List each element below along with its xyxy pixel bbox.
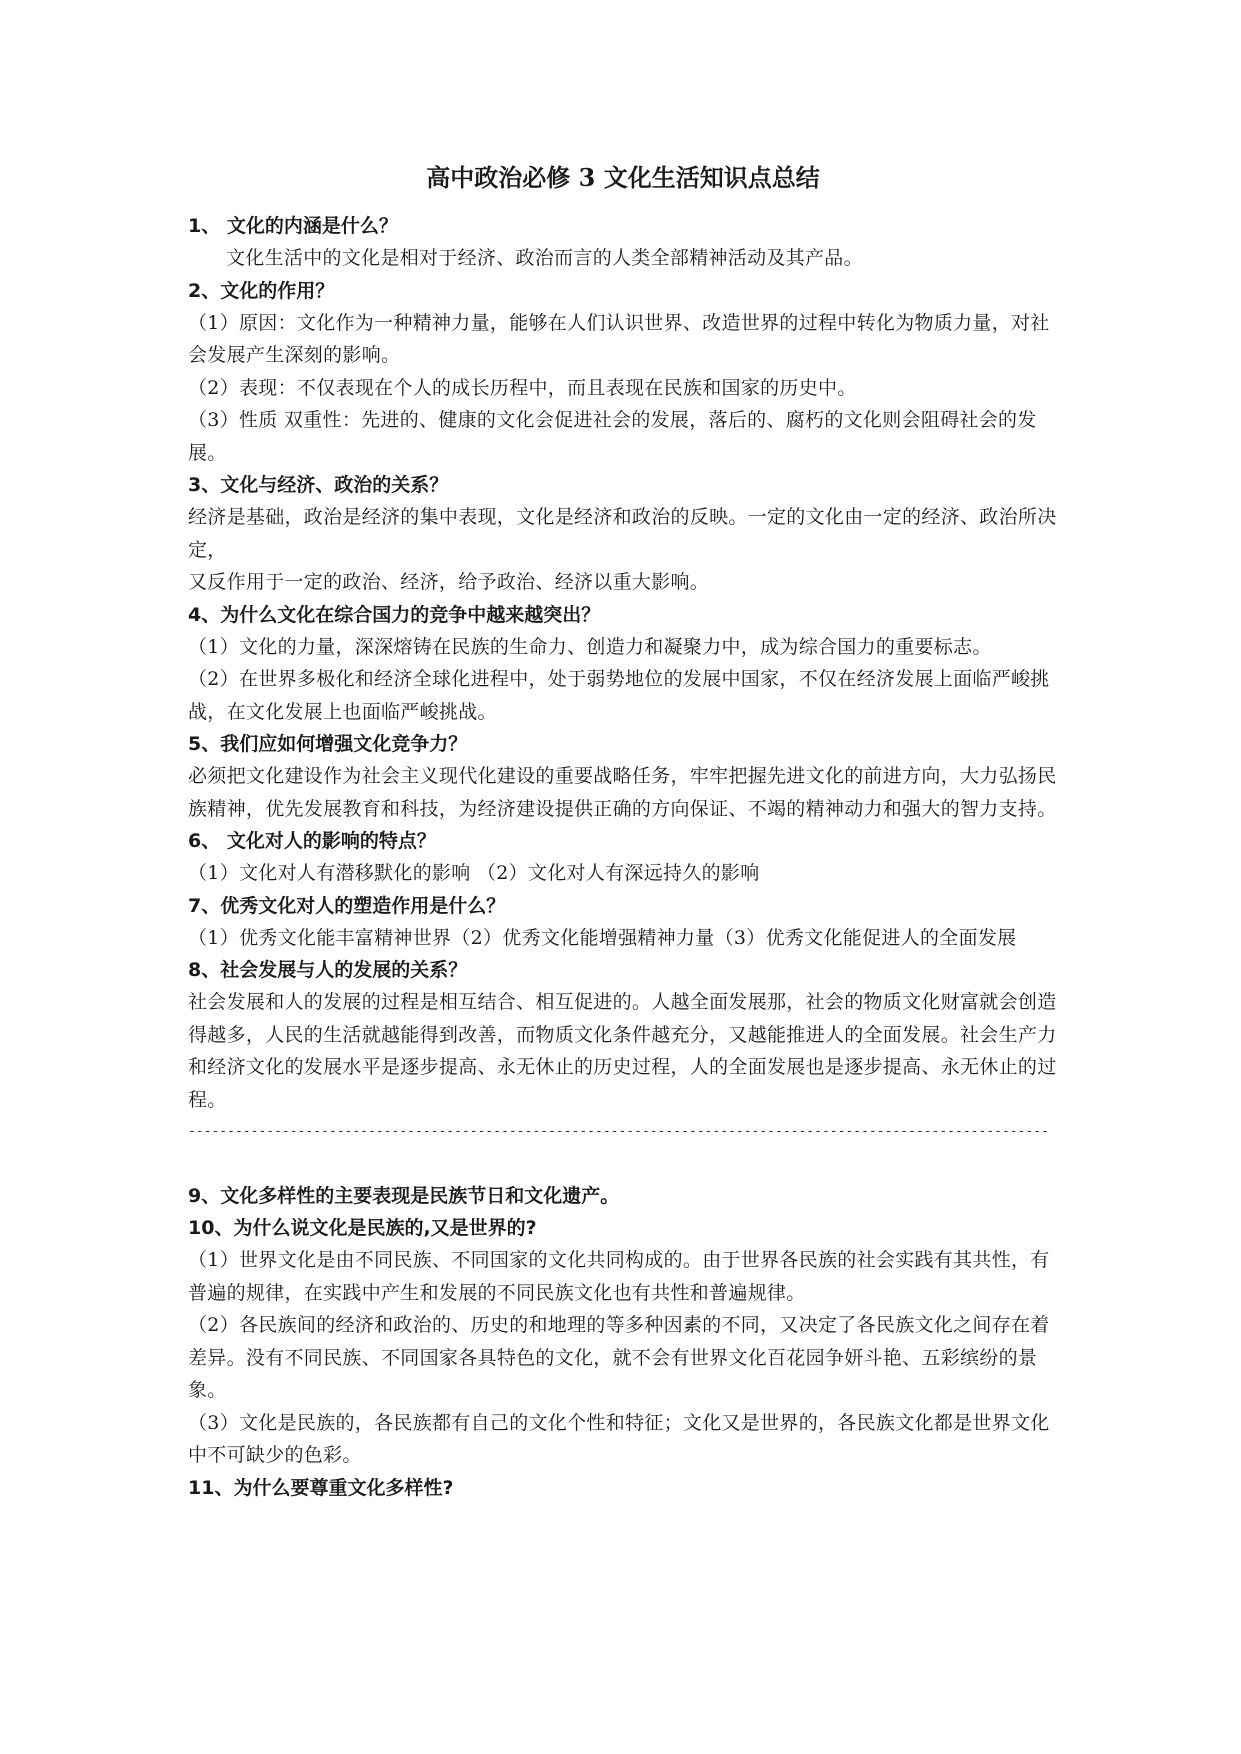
section-10-paragraph-3: （3）文化是民族的，各民族都有自己的文化个性和特征；文化又是世界的，各民族文化都是世界文化中不可缺少的色彩。 bbox=[188, 1411, 1050, 1466]
section-10-paragraph-2: （2）各民族间的经济和政治的、历史的和地理的等多种因素的不同，又决定了各民族文化之间存在着差异。没有不同民族、不同国家各具特色的文化，就不会有世界文化百花园争妍斗艳、五彩缤纷的景象。 bbox=[188, 1314, 1050, 1401]
blank-line bbox=[188, 1148, 1058, 1180]
document-page bbox=[188, 0, 1058, 1754]
section-1-paragraph: 文化生活中的文化是相对于经济、政治而言的人类全部精神活动及其产品。 bbox=[226, 247, 863, 269]
section-5-paragraph-1: 必须把文化建设作为社会主义现代化建设的重要战略任务，牢牢把握先进文化的前进方向，大力弘扬民族精神，优先发展教育和科技，为经济建设提供正确的方向保证、不竭的精神动力和强大的智力支持。 bbox=[188, 765, 1057, 820]
section-3-paragraph-2: 又反作用于一定的政治、经济，给予政治、经济以重大影响。 bbox=[188, 571, 710, 593]
section-2-paragraph-3: （3）性质 双重性：先进的、健康的文化会促进社会的发展，落后的、腐朽的文化则会阻碍社会的发展。 bbox=[188, 409, 1037, 464]
section-2-heading: 2、文化的作用？ bbox=[188, 279, 335, 302]
section-9-heading: 9、文化多样性的主要表现是民族节日和文化遗产。 bbox=[188, 1185, 620, 1207]
section-10-heading: 10、为什么说文化是民族的,又是世界的? bbox=[188, 1217, 537, 1239]
section-11-heading: 11、为什么要尊重文化多样性? bbox=[188, 1476, 454, 1499]
document-title: 高中政治必修 3 文化生活知识点总结 bbox=[426, 163, 820, 192]
section-1-heading: 1、 文化的内涵是什么？ bbox=[188, 215, 398, 237]
section-3-heading: 3、文化与经济、政治的关系？ bbox=[188, 474, 449, 496]
section-7-heading: 7、优秀文化对人的塑造作用是什么？ bbox=[188, 894, 506, 917]
section-5-heading: 5、我们应如何增强文化竞争力？ bbox=[188, 733, 468, 755]
section-divider: -------------------------------------------------------------------------------------------------------------- bbox=[188, 1124, 1049, 1139]
section-8-paragraph-1: 社会发展和人的发展的过程是相互结合、相互促进的。人越全面发展那，社会的物质文化财富就会创造得越多，人民的生活就越能得到改善，而物质文化条件越充分，又越能推进人的全面发展。社会生产力和经济文化的发展水平是逐步提高、永无休止的历史过程，人的全面发展也是逐步提高、永无休止的过程。 bbox=[188, 991, 1057, 1111]
section-4-paragraph-2: （2）在世界多极化和经济全球化进程中，处于弱势地位的发展中国家，不仅在经济发展上面临严峻挑战，在文化发展上也面临严峻挑战。 bbox=[188, 668, 1050, 723]
document-body bbox=[188, 210, 1058, 1504]
section-4-paragraph-1: （1）文化的力量，深深熔铸在民族的生命力、创造力和凝聚力中，成为综合国力的重要标志。 bbox=[188, 635, 992, 658]
section-2-paragraph-2: （2）表现：不仅表现在个人的成长历程中，而且表现在民族和国家的历史中。 bbox=[188, 376, 857, 399]
section-4-heading: 4、为什么文化在综合国力的竞争中越来越突出？ bbox=[188, 603, 601, 626]
section-10-paragraph-1: （1）世界文化是由不同民族、不同国家的文化共同构成的。由于世界各民族的社会实践有其共性，有普遍的规律，在实践中产生和发展的不同民族文化也有共性和普遍规律。 bbox=[188, 1249, 1050, 1304]
section-6-paragraph-1: （1）文化对人有潜移默化的影响 （2）文化对人有深远持久的影响 bbox=[188, 862, 760, 884]
section-3-paragraph-1: 经济是基础，政治是经济的集中表现，文化是经济和政治的反映。一定的文化由一定的经济、政治所决定， bbox=[188, 506, 1057, 561]
section-7-paragraph-1: （1）优秀文化能丰富精神世界（2）优秀文化能增强精神力量（3）优秀文化能促进人的全面发展 bbox=[188, 926, 1017, 949]
section-2-paragraph-1: （1）原因：文化作为一种精神力量，能够在人们认识世界、改造世界的过程中转化为物质力量，对社会发展产生深刻的影响。 bbox=[188, 311, 1050, 366]
section-8-heading: 8、社会发展与人的发展的关系？ bbox=[188, 959, 468, 981]
section-6-heading: 6、 文化对人的影响的特点？ bbox=[188, 830, 436, 852]
